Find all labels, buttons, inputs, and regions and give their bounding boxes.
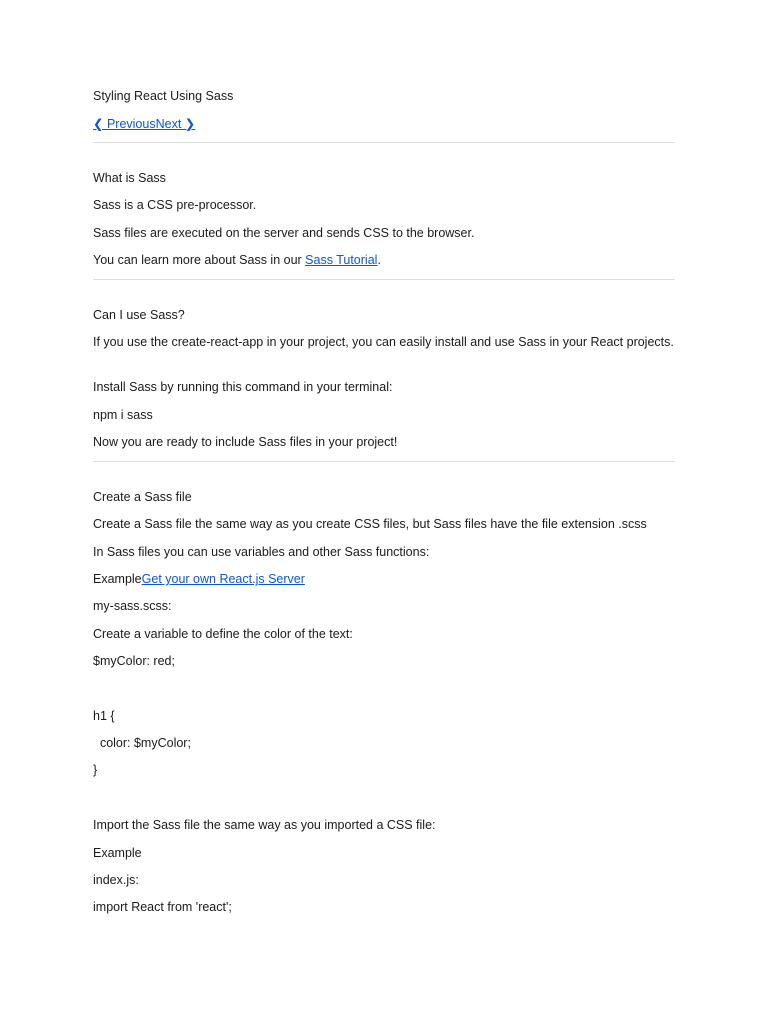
code-line: color: $myColor; — [93, 736, 191, 750]
get-server-link[interactable]: Get your own React.js Server — [141, 572, 305, 586]
section-heading-can-i-use-sass: Can I use Sass? — [93, 308, 185, 322]
code-command: npm i sass — [93, 408, 153, 422]
next-link[interactable]: Next ❯ — [155, 117, 196, 131]
paragraph-text: You can learn more about Sass in our — [93, 253, 306, 267]
paragraph-learn-more — [93, 252, 381, 268]
divider — [93, 461, 675, 462]
example-label: Example — [93, 846, 142, 860]
sass-tutorial-link[interactable]: Sass Tutorial — [305, 253, 378, 267]
paragraph: Create a Sass file the same way as you create CSS files, but Sass files have the file extension .scss — [93, 517, 647, 531]
divider — [93, 279, 675, 280]
section-heading-create-sass-file: Create a Sass file — [93, 490, 192, 504]
paragraph: Sass is a CSS pre-processor. — [93, 198, 257, 212]
paragraph: Import the Sass file the same way as you imported a CSS file: — [93, 818, 436, 832]
code-line: } — [93, 763, 98, 777]
paragraph-text: . — [377, 253, 381, 267]
paragraph: Install Sass by running this command in your terminal: — [93, 380, 393, 394]
example-header — [93, 571, 305, 587]
code-file-name: index.js: — [93, 873, 139, 887]
paragraph: Now you are ready to include Sass files in your project! — [93, 435, 398, 449]
example-label: Example — [93, 572, 142, 586]
code-line: h1 { — [93, 709, 115, 723]
code-line: $myColor: red; — [93, 654, 175, 668]
paragraph: In Sass files you can use variables and other Sass functions: — [93, 545, 430, 559]
page-title: Styling React Using Sass — [93, 89, 234, 103]
code-comment: Create a variable to define the color of the text: — [93, 627, 353, 641]
divider — [93, 142, 675, 143]
previous-link[interactable]: ❮ Previous — [93, 117, 156, 131]
tutorial-nav — [93, 116, 195, 132]
paragraph: Sass files are executed on the server and sends CSS to the browser. — [93, 226, 475, 240]
section-heading-what-is-sass: What is Sass — [93, 171, 166, 185]
code-line: import React from 'react'; — [93, 900, 232, 914]
code-file-name: my-sass.scss: — [93, 599, 172, 613]
paragraph: If you use the create-react-app in your project, you can easily install and use Sass in your React projects. — [93, 335, 674, 349]
